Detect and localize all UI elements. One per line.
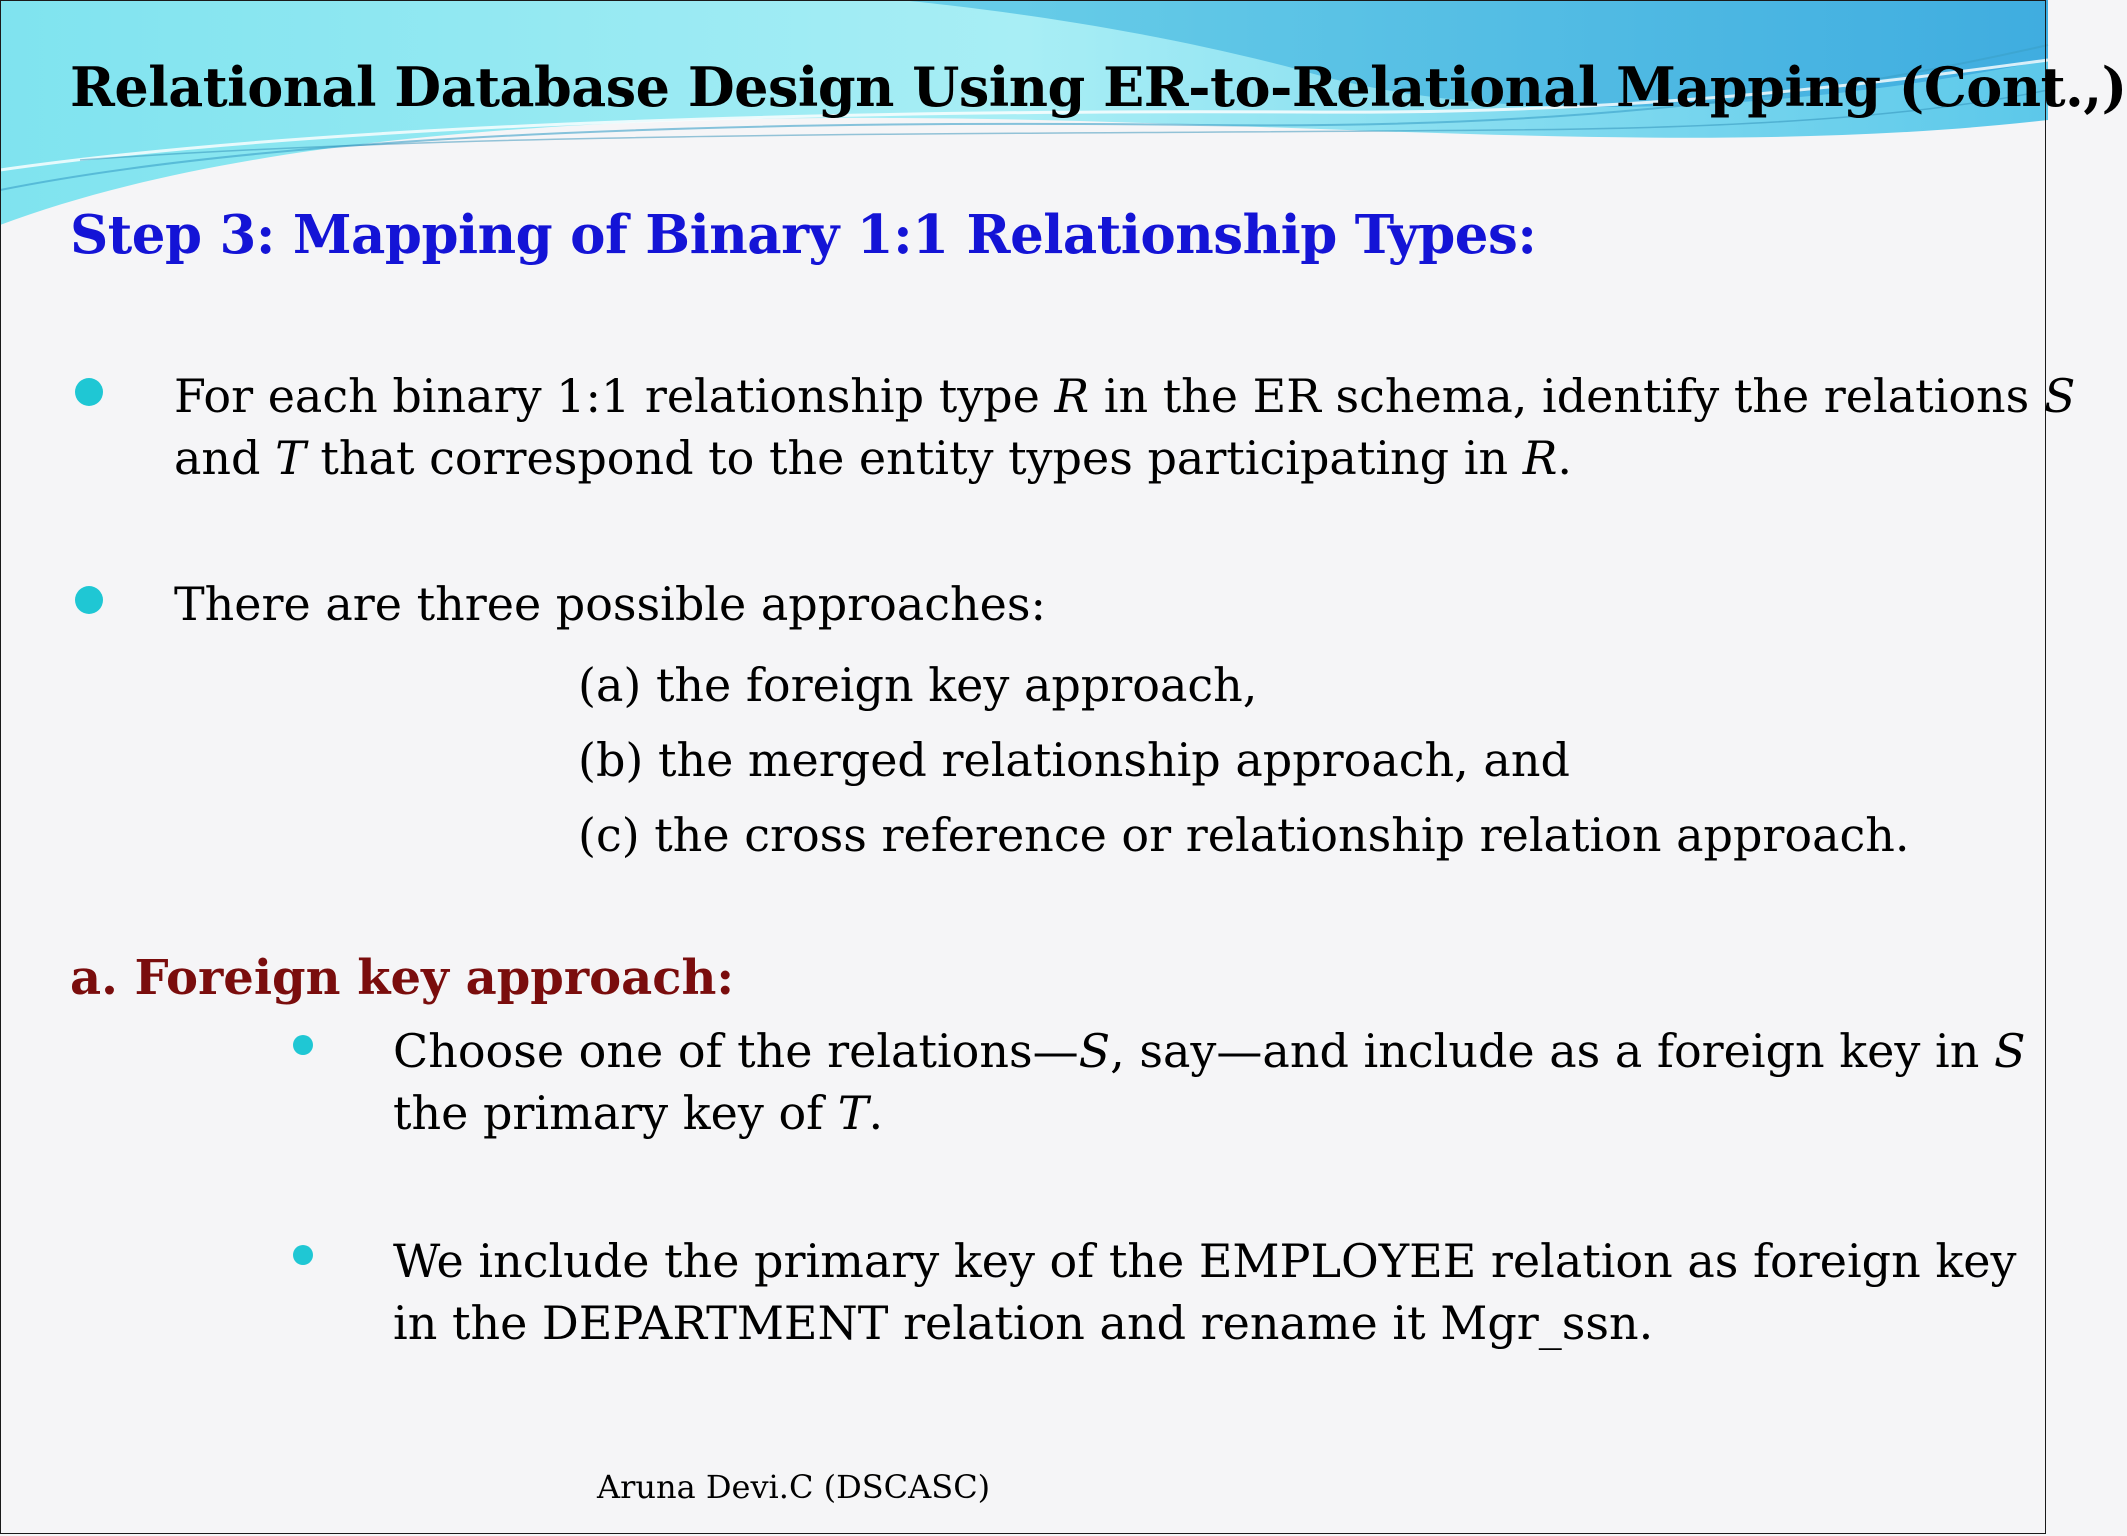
sub-bullet-2-line-1: We include the primary key of the EMPLOYEE relation as foreign key [393,1234,2017,1288]
bullet-dot [75,378,103,406]
sub-bullet-1-text [393,1020,2025,1144]
approach-b: (b) the merged relationship approach, and [578,733,1570,787]
step-heading: Step 3: Mapping of Binary 1:1 Relationship Types: [70,204,1537,266]
bullet-1-line-1: For each binary 1:1 relationship type R in the ER schema, identify the relations S [174,369,2076,423]
sub-bullet-1-line-1: Choose one of the relations—S, say—and include as a foreign key in S [393,1024,2026,1078]
sub-bullet-dot [293,1245,313,1265]
section-heading: a. Foreign key approach: [70,950,735,1006]
approach-a: (a) the foreign key approach, [578,658,1258,712]
sub-bullet-2-line-2: in the DEPARTMENT relation and rename it Mgr_ssn. [393,1296,1654,1350]
bullet-dot [75,586,103,614]
sub-bullet-1-line-2: the primary key of T. [393,1086,884,1140]
slide-title: Relational Database Design Using ER-to-Relational Mapping (Cont.,) [70,55,2127,119]
sub-bullet-2-text [393,1230,2016,1354]
bullet-1-line-2: and T that correspond to the entity types participating in R. [174,431,1572,485]
approach-list [578,648,1910,873]
bullet-1-text [174,365,2075,489]
footer-author: Aruna Devi.C (DSCASC) [597,1468,991,1506]
approach-c: (c) the cross reference or relationship relation approach. [578,808,1910,862]
bullet-2-text: There are three possible approaches: [174,577,1047,631]
sub-bullet-dot [293,1035,313,1055]
